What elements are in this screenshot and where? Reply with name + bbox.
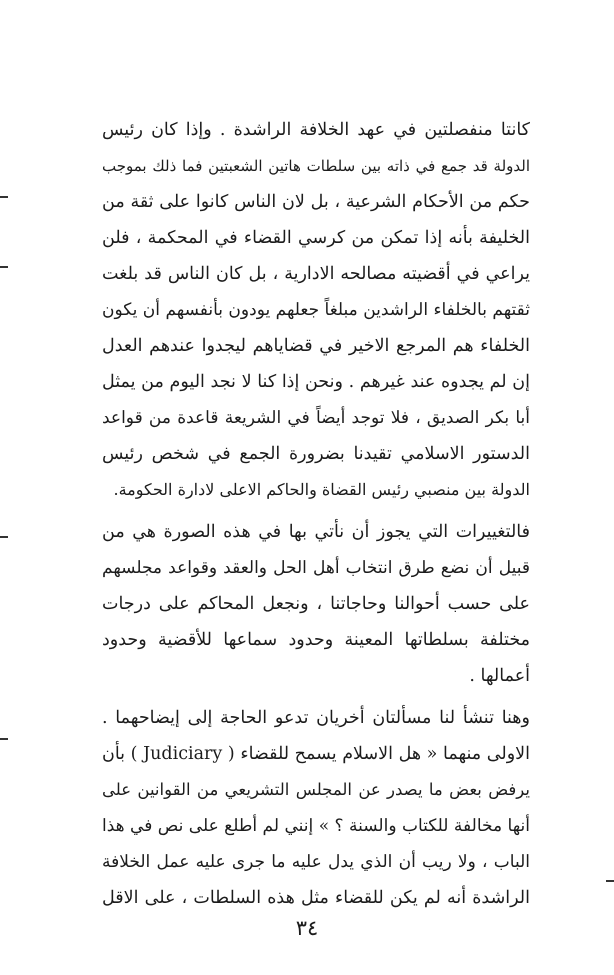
scan-margin-mark xyxy=(0,738,8,740)
scan-margin-mark xyxy=(0,266,8,268)
text-line: الخليفة بأنه إذا تمكن من كرسي القضاء في المحكمة ، فلن xyxy=(102,228,530,248)
text-line: قبيل أن نضع طرق انتخاب أهل الحل والعقد وقواعد مجلسهم xyxy=(102,558,530,578)
scan-margin-mark xyxy=(0,536,8,538)
text-line: الاولى منهما « هل الاسلام يسمح للقضاء ( Judiciary ) بأن xyxy=(102,744,531,764)
text-line: فالتغييرات التي يجوز أن نأتي بها في هذه الصورة هي من xyxy=(102,522,530,542)
text-line: الراشدة أنه لم يكن للقضاء مثل هذه السلطات ، على الاقل xyxy=(102,888,530,908)
scan-margin-mark xyxy=(606,880,614,882)
page-number: ٣٤ xyxy=(295,916,319,940)
text-line: الخلفاء هم المرجع الاخير في قضاياهم ليجدوا عندهم العدل xyxy=(102,336,530,356)
text-line: أعمالها . xyxy=(469,666,530,686)
text-line: أنها مخالفة للكتاب والسنة ؟ » إنني لم أطلع على نص في هذا xyxy=(102,816,530,836)
text-line: الباب ، ولا ريب أن الذي يدل عليه ما جرى عليه عمل الخلافة xyxy=(102,852,530,872)
text-line: الدولة قد جمع في ذاته بين سلطات هاتين الشعبتين فما ذلك بموجب xyxy=(102,157,530,175)
text-line: الدستور الاسلامي تقيدنا بضرورة الجمع في شخص رئيس xyxy=(102,444,530,464)
text-line: وهنا تنشأ لنا مسألتان أخريان تدعو الحاجة إلى إيضاحهما . xyxy=(102,708,530,728)
text-line: أبا بكر الصديق ، فلا توجد أيضاً في الشريعة قاعدة من قواعد xyxy=(102,408,530,428)
text-line: على حسب أحوالنا وحاجاتنا ، ونجعل المحاكم على درجات xyxy=(102,594,530,614)
text-line: كانتا منفصلتين في عهد الخلافة الراشدة . وإذا كان رئيس xyxy=(102,120,530,140)
text-line: إن لم يجدوه عند غيرهم . ونحن إذا كنا لا نجد اليوم من يمثل xyxy=(102,372,530,392)
text-line: يراعي في أقضيته مصالحه الادارية ، بل كان الناس قد بلغت xyxy=(102,264,530,284)
text-line: يرفض بعض ما يصدر عن المجلس التشريعي من القوانين على xyxy=(102,780,530,799)
text-line: ثقتهم بالخلفاء الراشدين مبلغاً جعلهم يودون بأنفسهم أن يكون xyxy=(102,300,530,320)
scan-margin-mark xyxy=(0,196,8,198)
text-line: مختلفة بسلطاتها المعينة وحدود سماعها للأقضية وحدود xyxy=(102,630,530,650)
text-line: الدولة بين منصبي رئيس القضاة والحاكم الاعلى لادارة الحكومة. xyxy=(113,480,530,499)
text-line: حكم من الأحكام الشرعية ، بل لان الناس كانوا على ثقة من xyxy=(102,192,530,212)
